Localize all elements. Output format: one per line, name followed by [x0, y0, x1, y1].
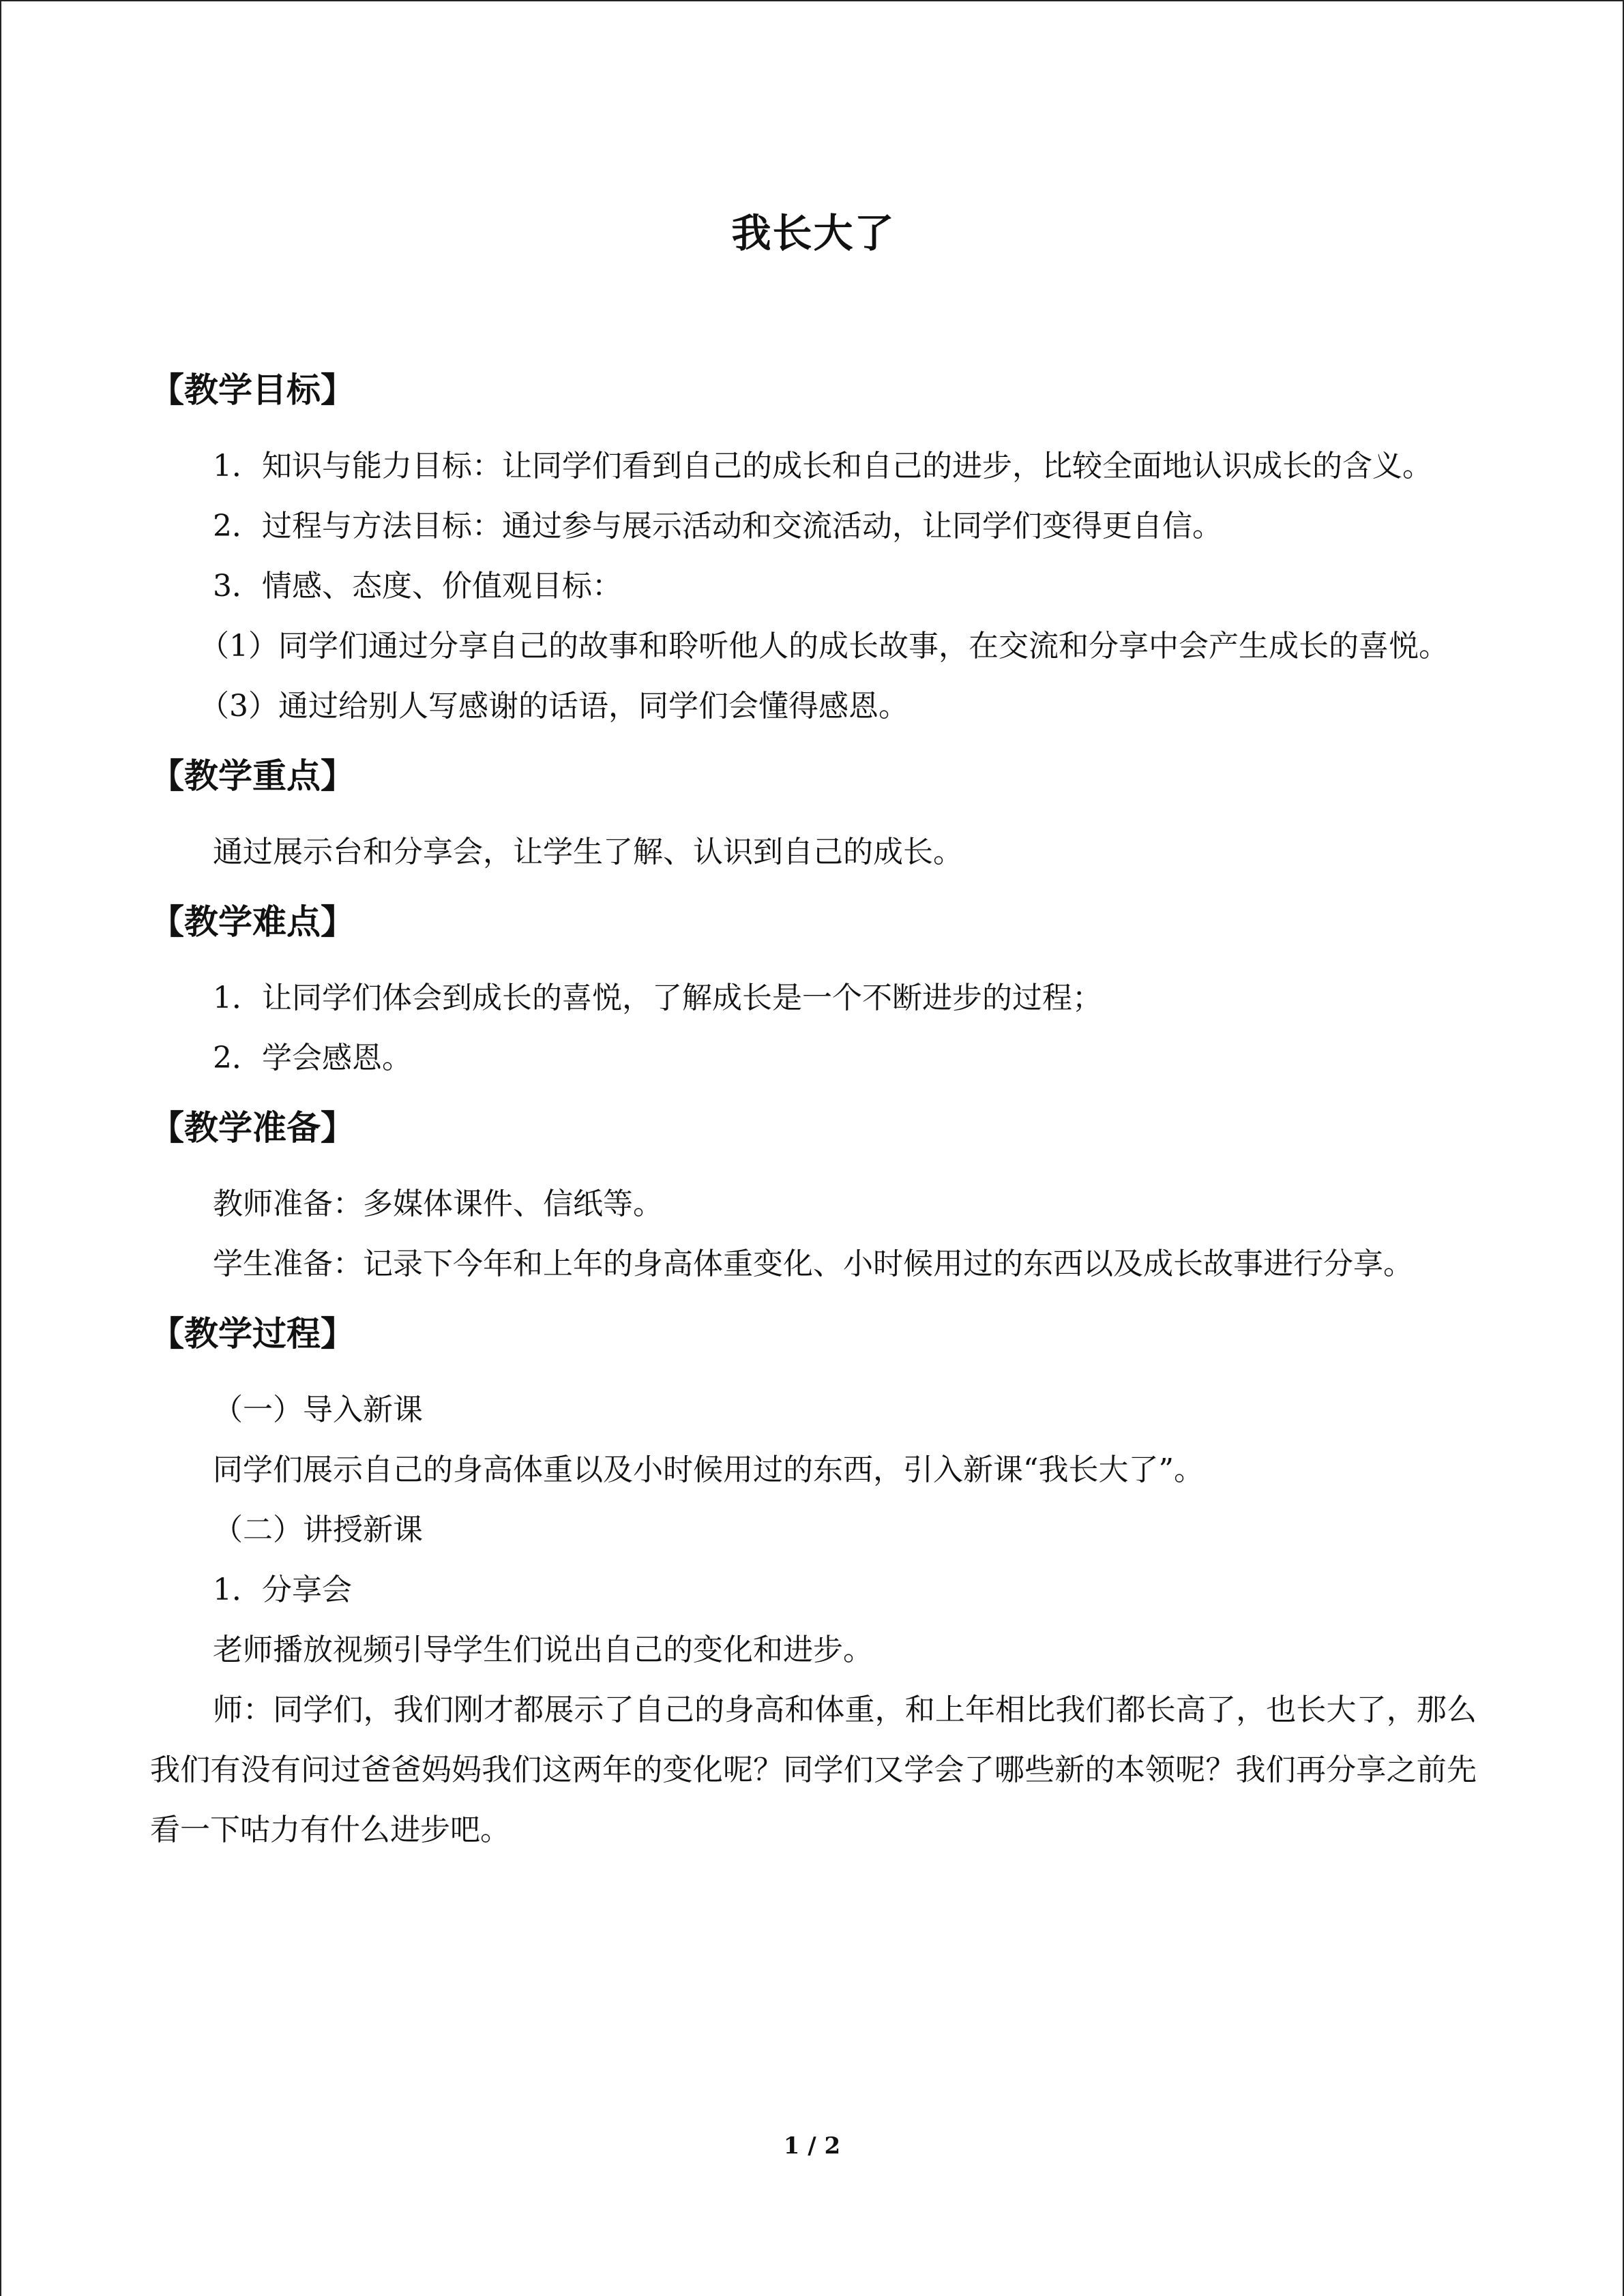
- section-teaching-objectives: [150, 363, 1477, 736]
- paragraph: 3．情感、态度、价值观目标：: [213, 569, 622, 603]
- paragraph: 1．让同学们体会到成长的喜悦，了解成长是一个不断进步的过程；: [213, 981, 1102, 1015]
- paragraph: （3）通过给别人写感谢的话语，同学们会懂得感恩。: [199, 689, 909, 724]
- section-heading: 【教学目标】: [150, 370, 355, 410]
- paragraph: （二）讲授新课: [213, 1512, 423, 1547]
- paragraph: （1）同学们通过分享自己的故事和聆听他人的成长故事，在交流和分享中会产生成长的喜悦。: [199, 629, 1449, 664]
- paragraph: 通过展示台和分享会，让学生了解、认识到自己的成长。: [213, 835, 963, 869]
- section-teaching-focus: [150, 749, 1477, 882]
- page-content: [150, 206, 1477, 1860]
- paragraph: 1．知识与能力目标：让同学们看到自己的成长和自己的进步，比较全面地认识成长的含义。: [213, 449, 1432, 483]
- paragraph: 2．学会感恩。: [213, 1041, 412, 1075]
- section-heading: 【教学难点】: [150, 902, 355, 942]
- paragraph: 学生准备：记录下今年和上年的身高体重变化、小时候用过的东西以及成长故事进行分享。: [213, 1247, 1413, 1281]
- section-heading: 【教学重点】: [150, 756, 355, 796]
- page-number: 1 / 2: [783, 2132, 841, 2160]
- paragraph: 同学们展示自己的身高体重以及小时候用过的东西，引入新课“我长大了”。: [213, 1452, 1204, 1487]
- document-title: 我长大了: [731, 210, 896, 256]
- paragraph: （一）导入新课: [213, 1392, 423, 1427]
- paragraph: 1．分享会: [213, 1572, 352, 1607]
- paragraph: 教师准备：多媒体课件、信纸等。: [213, 1187, 663, 1221]
- paragraph: 师：同学们，我们刚才都展示了自己的身高和体重，和上年相比我们都长高了，也长大了，那么我们有没有问过爸爸妈妈我们这两年的变化呢？同学们又学会了哪些新的本领呢？我们再分享之前先看一下咕力有什么进步吧。: [150, 1693, 1477, 1847]
- paragraph: 老师播放视频引导学生们说出自己的变化和进步。: [213, 1632, 873, 1667]
- section-heading: 【教学过程】: [150, 1314, 355, 1354]
- paragraph: 2．过程与方法目标：通过参与展示活动和交流活动，让同学们变得更自信。: [213, 509, 1222, 543]
- section-heading: 【教学准备】: [150, 1108, 355, 1148]
- section-teaching-process: [150, 1307, 1477, 1860]
- section-teaching-preparation: [150, 1101, 1477, 1294]
- section-teaching-difficulty: [150, 895, 1477, 1088]
